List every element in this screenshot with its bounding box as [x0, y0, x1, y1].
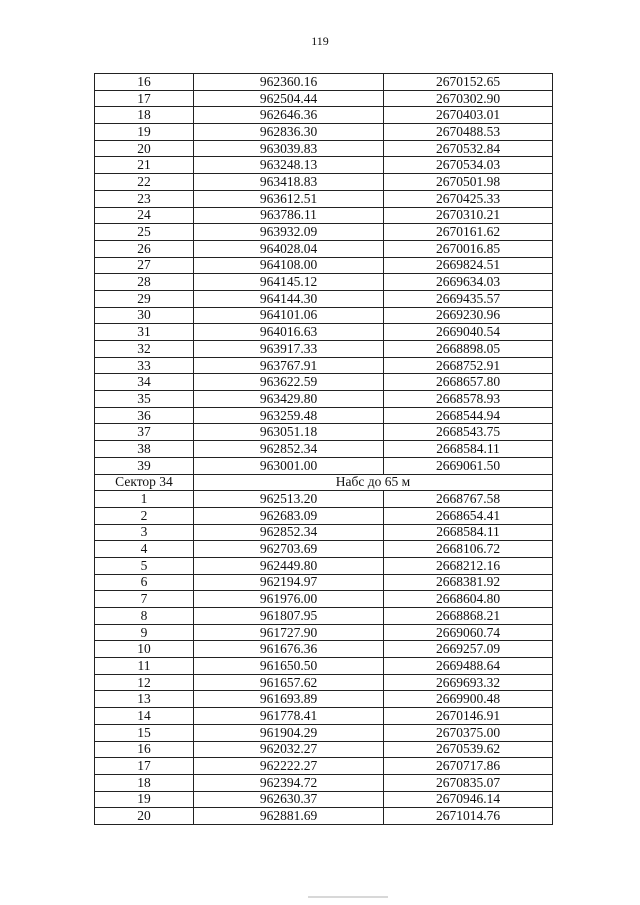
page-number: 119 [311, 34, 329, 48]
table-row [95, 624, 553, 641]
point-number-cell: 18 [95, 774, 194, 791]
table-row [95, 791, 553, 808]
y-coordinate-cell: 2668654.41 [384, 507, 553, 524]
point-number-cell: 39 [95, 457, 194, 474]
point-number-cell: 19 [95, 124, 194, 141]
y-coordinate-cell: 2670534.03 [384, 157, 553, 174]
x-coordinate-cell: 962032.27 [194, 741, 384, 758]
table-row [95, 741, 553, 758]
x-coordinate-cell: 962836.30 [194, 124, 384, 141]
point-number-cell: 22 [95, 174, 194, 191]
table-row [95, 324, 553, 341]
table-row [95, 107, 553, 124]
x-coordinate-cell: 963767.91 [194, 357, 384, 374]
point-number-cell: 17 [95, 90, 194, 107]
y-coordinate-cell: 2669900.48 [384, 691, 553, 708]
y-coordinate-cell: 2669061.50 [384, 457, 553, 474]
x-coordinate-cell: 963418.83 [194, 174, 384, 191]
point-number-cell: 29 [95, 290, 194, 307]
x-coordinate-cell: 962504.44 [194, 90, 384, 107]
point-number-cell: 25 [95, 224, 194, 241]
y-coordinate-cell: 2668578.93 [384, 391, 553, 408]
point-number-cell: 16 [95, 741, 194, 758]
table-row [95, 591, 553, 608]
table-row [95, 357, 553, 374]
x-coordinate-cell: 961727.90 [194, 624, 384, 641]
x-coordinate-cell: 964101.06 [194, 307, 384, 324]
point-number-cell: 37 [95, 424, 194, 441]
y-coordinate-cell: 2670835.07 [384, 774, 553, 791]
x-coordinate-cell: 962394.72 [194, 774, 384, 791]
x-coordinate-cell: 964016.63 [194, 324, 384, 341]
table-row [95, 274, 553, 291]
point-number-cell: 16 [95, 74, 194, 91]
point-number-cell: 28 [95, 274, 194, 291]
point-number-cell: 2 [95, 507, 194, 524]
table-row [95, 290, 553, 307]
y-coordinate-cell: 2669060.74 [384, 624, 553, 641]
point-number-cell: 26 [95, 240, 194, 257]
x-coordinate-cell: 961778.41 [194, 708, 384, 725]
y-coordinate-cell: 2670425.33 [384, 190, 553, 207]
y-coordinate-cell: 2670403.01 [384, 107, 553, 124]
y-coordinate-cell: 2668657.80 [384, 374, 553, 391]
table-row [95, 541, 553, 558]
point-number-cell: 12 [95, 674, 194, 691]
x-coordinate-cell: 962852.34 [194, 441, 384, 458]
x-coordinate-cell: 962222.27 [194, 758, 384, 775]
y-coordinate-cell: 2670146.91 [384, 708, 553, 725]
y-coordinate-cell: 2669435.57 [384, 290, 553, 307]
x-coordinate-cell: 961976.00 [194, 591, 384, 608]
y-coordinate-cell: 2670717.86 [384, 758, 553, 775]
table-row [95, 90, 553, 107]
coordinates-table-body-upper [95, 74, 553, 475]
y-coordinate-cell: 2669040.54 [384, 324, 553, 341]
table-row [95, 691, 553, 708]
y-coordinate-cell: 2668584.11 [384, 441, 553, 458]
point-number-cell: 9 [95, 624, 194, 641]
point-number-cell: 10 [95, 641, 194, 658]
point-number-cell: 38 [95, 441, 194, 458]
table-row [95, 157, 553, 174]
point-number-cell: 11 [95, 658, 194, 675]
y-coordinate-cell: 2668752.91 [384, 357, 553, 374]
y-coordinate-cell: 2669693.32 [384, 674, 553, 691]
y-coordinate-cell: 2669488.64 [384, 658, 553, 675]
y-coordinate-cell: 2668584.11 [384, 524, 553, 541]
table-row [95, 674, 553, 691]
point-number-cell: 14 [95, 708, 194, 725]
y-coordinate-cell: 2670016.85 [384, 240, 553, 257]
y-coordinate-cell: 2669824.51 [384, 257, 553, 274]
y-coordinate-cell: 2670539.62 [384, 741, 553, 758]
y-coordinate-cell: 2670152.65 [384, 74, 553, 91]
y-coordinate-cell: 2668544.94 [384, 407, 553, 424]
y-coordinate-cell: 2668106.72 [384, 541, 553, 558]
y-coordinate-cell: 2668898.05 [384, 341, 553, 358]
y-coordinate-cell: 2670375.00 [384, 724, 553, 741]
sector-header-row [95, 474, 553, 491]
y-coordinate-cell: 2670532.84 [384, 140, 553, 157]
y-coordinate-cell: 2668767.58 [384, 491, 553, 508]
table-row [95, 641, 553, 658]
table-row [95, 341, 553, 358]
x-coordinate-cell: 963612.51 [194, 190, 384, 207]
point-number-cell: 32 [95, 341, 194, 358]
x-coordinate-cell: 964144.30 [194, 290, 384, 307]
table-row [95, 524, 553, 541]
table-row [95, 190, 553, 207]
table-row [95, 374, 553, 391]
point-number-cell: 23 [95, 190, 194, 207]
y-coordinate-cell: 2668604.80 [384, 591, 553, 608]
table-row [95, 391, 553, 408]
x-coordinate-cell: 963932.09 [194, 224, 384, 241]
point-number-cell: 36 [95, 407, 194, 424]
x-coordinate-cell: 962703.69 [194, 541, 384, 558]
point-number-cell: 18 [95, 107, 194, 124]
point-number-cell: 17 [95, 758, 194, 775]
point-number-cell: 31 [95, 324, 194, 341]
sector-label: Сектор 34 [95, 474, 194, 491]
table-row [95, 307, 553, 324]
point-number-cell: 27 [95, 257, 194, 274]
sector-header-group [95, 474, 553, 491]
point-number-cell: 15 [95, 724, 194, 741]
table-row [95, 207, 553, 224]
point-number-cell: 4 [95, 541, 194, 558]
y-coordinate-cell: 2669230.96 [384, 307, 553, 324]
table-row [95, 507, 553, 524]
x-coordinate-cell: 962646.36 [194, 107, 384, 124]
table-row [95, 658, 553, 675]
table-row [95, 808, 553, 825]
y-coordinate-cell: 2670310.21 [384, 207, 553, 224]
x-coordinate-cell: 963001.00 [194, 457, 384, 474]
point-number-cell: 20 [95, 808, 194, 825]
coordinates-table-body-lower [95, 491, 553, 825]
point-number-cell: 33 [95, 357, 194, 374]
x-coordinate-cell: 961650.50 [194, 658, 384, 675]
y-coordinate-cell: 2670946.14 [384, 791, 553, 808]
y-coordinate-cell: 2668381.92 [384, 574, 553, 591]
point-number-cell: 13 [95, 691, 194, 708]
point-number-cell: 6 [95, 574, 194, 591]
y-coordinate-cell: 2670161.62 [384, 224, 553, 241]
x-coordinate-cell: 963429.80 [194, 391, 384, 408]
table-row [95, 407, 553, 424]
y-coordinate-cell: 2668543.75 [384, 424, 553, 441]
y-coordinate-cell: 2669634.03 [384, 274, 553, 291]
coordinates-table [94, 73, 553, 825]
table-row [95, 491, 553, 508]
point-number-cell: 35 [95, 391, 194, 408]
point-number-cell: 5 [95, 557, 194, 574]
table-row [95, 424, 553, 441]
x-coordinate-cell: 964108.00 [194, 257, 384, 274]
x-coordinate-cell: 961657.62 [194, 674, 384, 691]
point-number-cell: 19 [95, 791, 194, 808]
x-coordinate-cell: 962449.80 [194, 557, 384, 574]
y-coordinate-cell: 2670488.53 [384, 124, 553, 141]
table-row [95, 74, 553, 91]
x-coordinate-cell: 963248.13 [194, 157, 384, 174]
point-number-cell: 3 [95, 524, 194, 541]
y-coordinate-cell: 2671014.76 [384, 808, 553, 825]
y-coordinate-cell: 2670302.90 [384, 90, 553, 107]
x-coordinate-cell: 962513.20 [194, 491, 384, 508]
table-row [95, 441, 553, 458]
y-coordinate-cell: 2670501.98 [384, 174, 553, 191]
point-number-cell: 21 [95, 157, 194, 174]
table-row [95, 124, 553, 141]
x-coordinate-cell: 962683.09 [194, 507, 384, 524]
sector-height-note: Набс до 65 м [194, 474, 553, 491]
x-coordinate-cell: 964145.12 [194, 274, 384, 291]
table-row [95, 257, 553, 274]
table-row [95, 608, 553, 625]
point-number-cell: 7 [95, 591, 194, 608]
table-row [95, 240, 553, 257]
x-coordinate-cell: 962360.16 [194, 74, 384, 91]
point-number-cell: 1 [95, 491, 194, 508]
table-row [95, 557, 553, 574]
x-coordinate-cell: 962630.37 [194, 791, 384, 808]
y-coordinate-cell: 2668212.16 [384, 557, 553, 574]
x-coordinate-cell: 963051.18 [194, 424, 384, 441]
point-number-cell: 24 [95, 207, 194, 224]
table-row [95, 457, 553, 474]
point-number-cell: 8 [95, 608, 194, 625]
x-coordinate-cell: 961807.95 [194, 608, 384, 625]
point-number-cell: 30 [95, 307, 194, 324]
x-coordinate-cell: 962852.34 [194, 524, 384, 541]
y-coordinate-cell: 2668868.21 [384, 608, 553, 625]
x-coordinate-cell: 961693.89 [194, 691, 384, 708]
x-coordinate-cell: 963917.33 [194, 341, 384, 358]
table-row [95, 224, 553, 241]
table-row [95, 708, 553, 725]
x-coordinate-cell: 961904.29 [194, 724, 384, 741]
table-row [95, 574, 553, 591]
x-coordinate-cell: 961676.36 [194, 641, 384, 658]
table-row [95, 774, 553, 791]
x-coordinate-cell: 963039.83 [194, 140, 384, 157]
x-coordinate-cell: 964028.04 [194, 240, 384, 257]
scan-mark [308, 896, 388, 898]
x-coordinate-cell: 963622.59 [194, 374, 384, 391]
x-coordinate-cell: 963786.11 [194, 207, 384, 224]
table-row [95, 140, 553, 157]
table-row [95, 174, 553, 191]
point-number-cell: 20 [95, 140, 194, 157]
x-coordinate-cell: 962881.69 [194, 808, 384, 825]
y-coordinate-cell: 2669257.09 [384, 641, 553, 658]
table-row [95, 758, 553, 775]
point-number-cell: 34 [95, 374, 194, 391]
x-coordinate-cell: 963259.48 [194, 407, 384, 424]
table-row [95, 724, 553, 741]
x-coordinate-cell: 962194.97 [194, 574, 384, 591]
